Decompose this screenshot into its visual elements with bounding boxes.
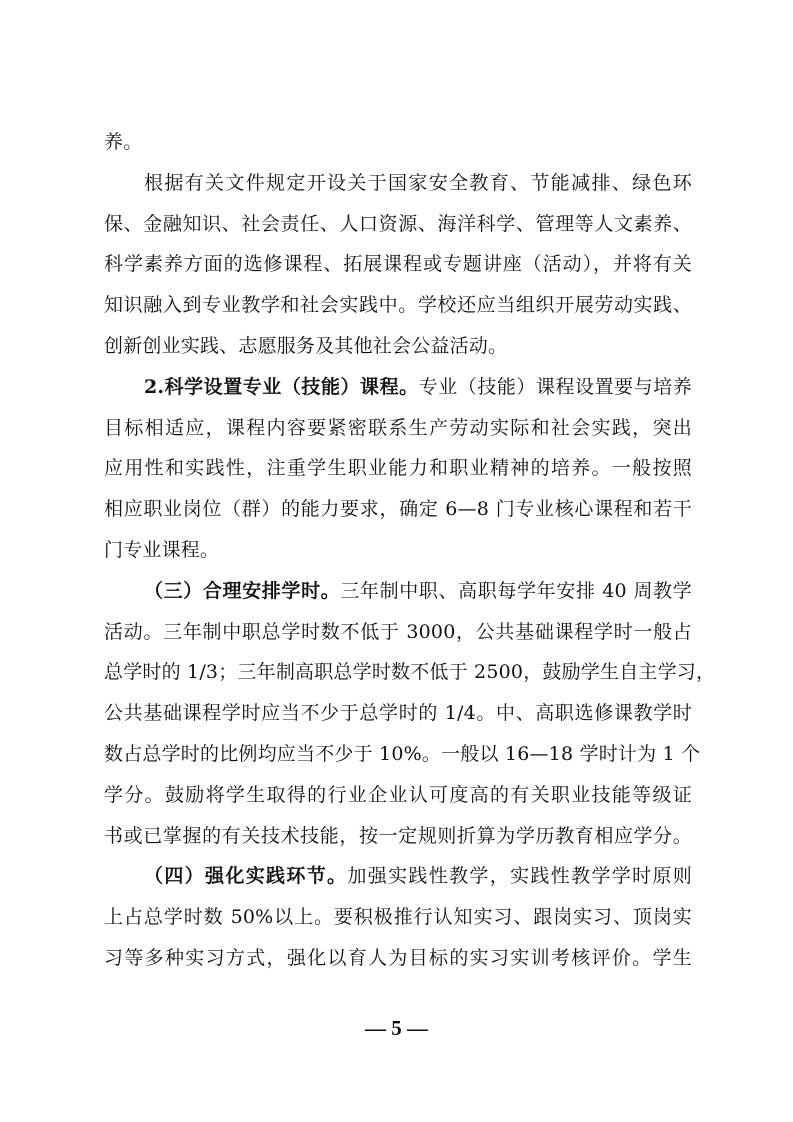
line-text: 门专业课程。 — [104, 538, 220, 561]
text-line — [104, 612, 692, 653]
line-text: 应用性和实践性，注重学生职业能力和职业精神的培养。一般按照 — [104, 457, 692, 480]
line-text: 数占总学时的比例均应当不少于 10%。一般以 16—18 学时计为 1 个 — [104, 742, 701, 765]
page-number: — 5 — — [365, 1016, 428, 1040]
text-line — [104, 489, 692, 530]
section-heading: 2.科学设置专业（技能）课程。 — [144, 375, 419, 398]
text-line — [104, 367, 692, 408]
line-text: 创新创业实践、志愿服务及其他社会公益活动。 — [104, 334, 508, 357]
line-text: 专业（技能）课程设置要与培养 — [418, 375, 692, 398]
line-text: 养。 — [104, 131, 143, 153]
line-text: 目标相适应，课程内容要紧密联系生产劳动实际和社会实践，突出 — [104, 416, 692, 439]
line-text: 三年制中职、高职每学年安排 40 周教学 — [340, 579, 692, 602]
text-line — [104, 448, 692, 489]
line-text: 活动。三年制中职总学时数不低于 3000，公共基础课程学时一般占 — [104, 620, 692, 643]
text-line — [104, 571, 692, 612]
text-line — [104, 856, 692, 897]
text-line — [104, 652, 716, 693]
text-line — [104, 285, 692, 326]
line-text: 科学素养方面的选修课程、拓展课程或专题讲座（活动），并将有关 — [104, 253, 692, 276]
text-line — [104, 326, 692, 367]
text-line — [104, 163, 692, 204]
line-text: 总学时的 1/3；三年制高职总学时数不低于 2500，鼓励学生自主学习， — [104, 661, 716, 684]
text-line — [104, 204, 692, 245]
text-line — [104, 775, 692, 816]
text-line — [104, 122, 692, 163]
line-text: 根据有关文件规定开设关于国家安全教育、节能减排、绿色环 — [144, 171, 692, 194]
text-line — [104, 693, 692, 734]
line-text: 习等多种实习方式，强化以育人为目标的实习实训考核评价。学生 — [104, 946, 692, 969]
line-text: 知识融入到专业教学和社会实践中。学校还应当组织开展劳动实践、 — [104, 294, 692, 317]
line-text: 加强实践性教学，实践性教学学时原则 — [347, 865, 692, 888]
line-text: 学分。鼓励将学生取得的行业企业认可度高的有关职业技能等级证 — [104, 783, 692, 806]
text-line — [104, 938, 692, 979]
text-line — [104, 816, 692, 857]
line-text: 保、金融知识、社会责任、人口资源、海洋科学、管理等人文素养、 — [104, 212, 692, 235]
text-line — [104, 244, 692, 285]
line-text: 上占总学时数 50%以上。要积极推行认知实习、跟岗实习、顶岗实 — [104, 906, 692, 929]
line-text: 书或已掌握的有关技术技能，按一定规则折算为学历教育相应学分。 — [104, 824, 692, 847]
text-line — [104, 530, 692, 571]
text-line — [104, 734, 701, 775]
line-text: 相应职业岗位（群）的能力要求，确定 6—8 门专业核心课程和若干 — [104, 498, 692, 521]
text-line — [104, 897, 692, 938]
line-text: 公共基础课程学时应当不少于总学时的 1/4。中、高职选修课教学时 — [104, 702, 692, 725]
section-heading: （四）强化实践环节。 — [144, 865, 348, 888]
text-line — [104, 408, 692, 449]
section-heading: （三）合理安排学时。 — [144, 579, 341, 602]
body-text — [104, 122, 716, 979]
